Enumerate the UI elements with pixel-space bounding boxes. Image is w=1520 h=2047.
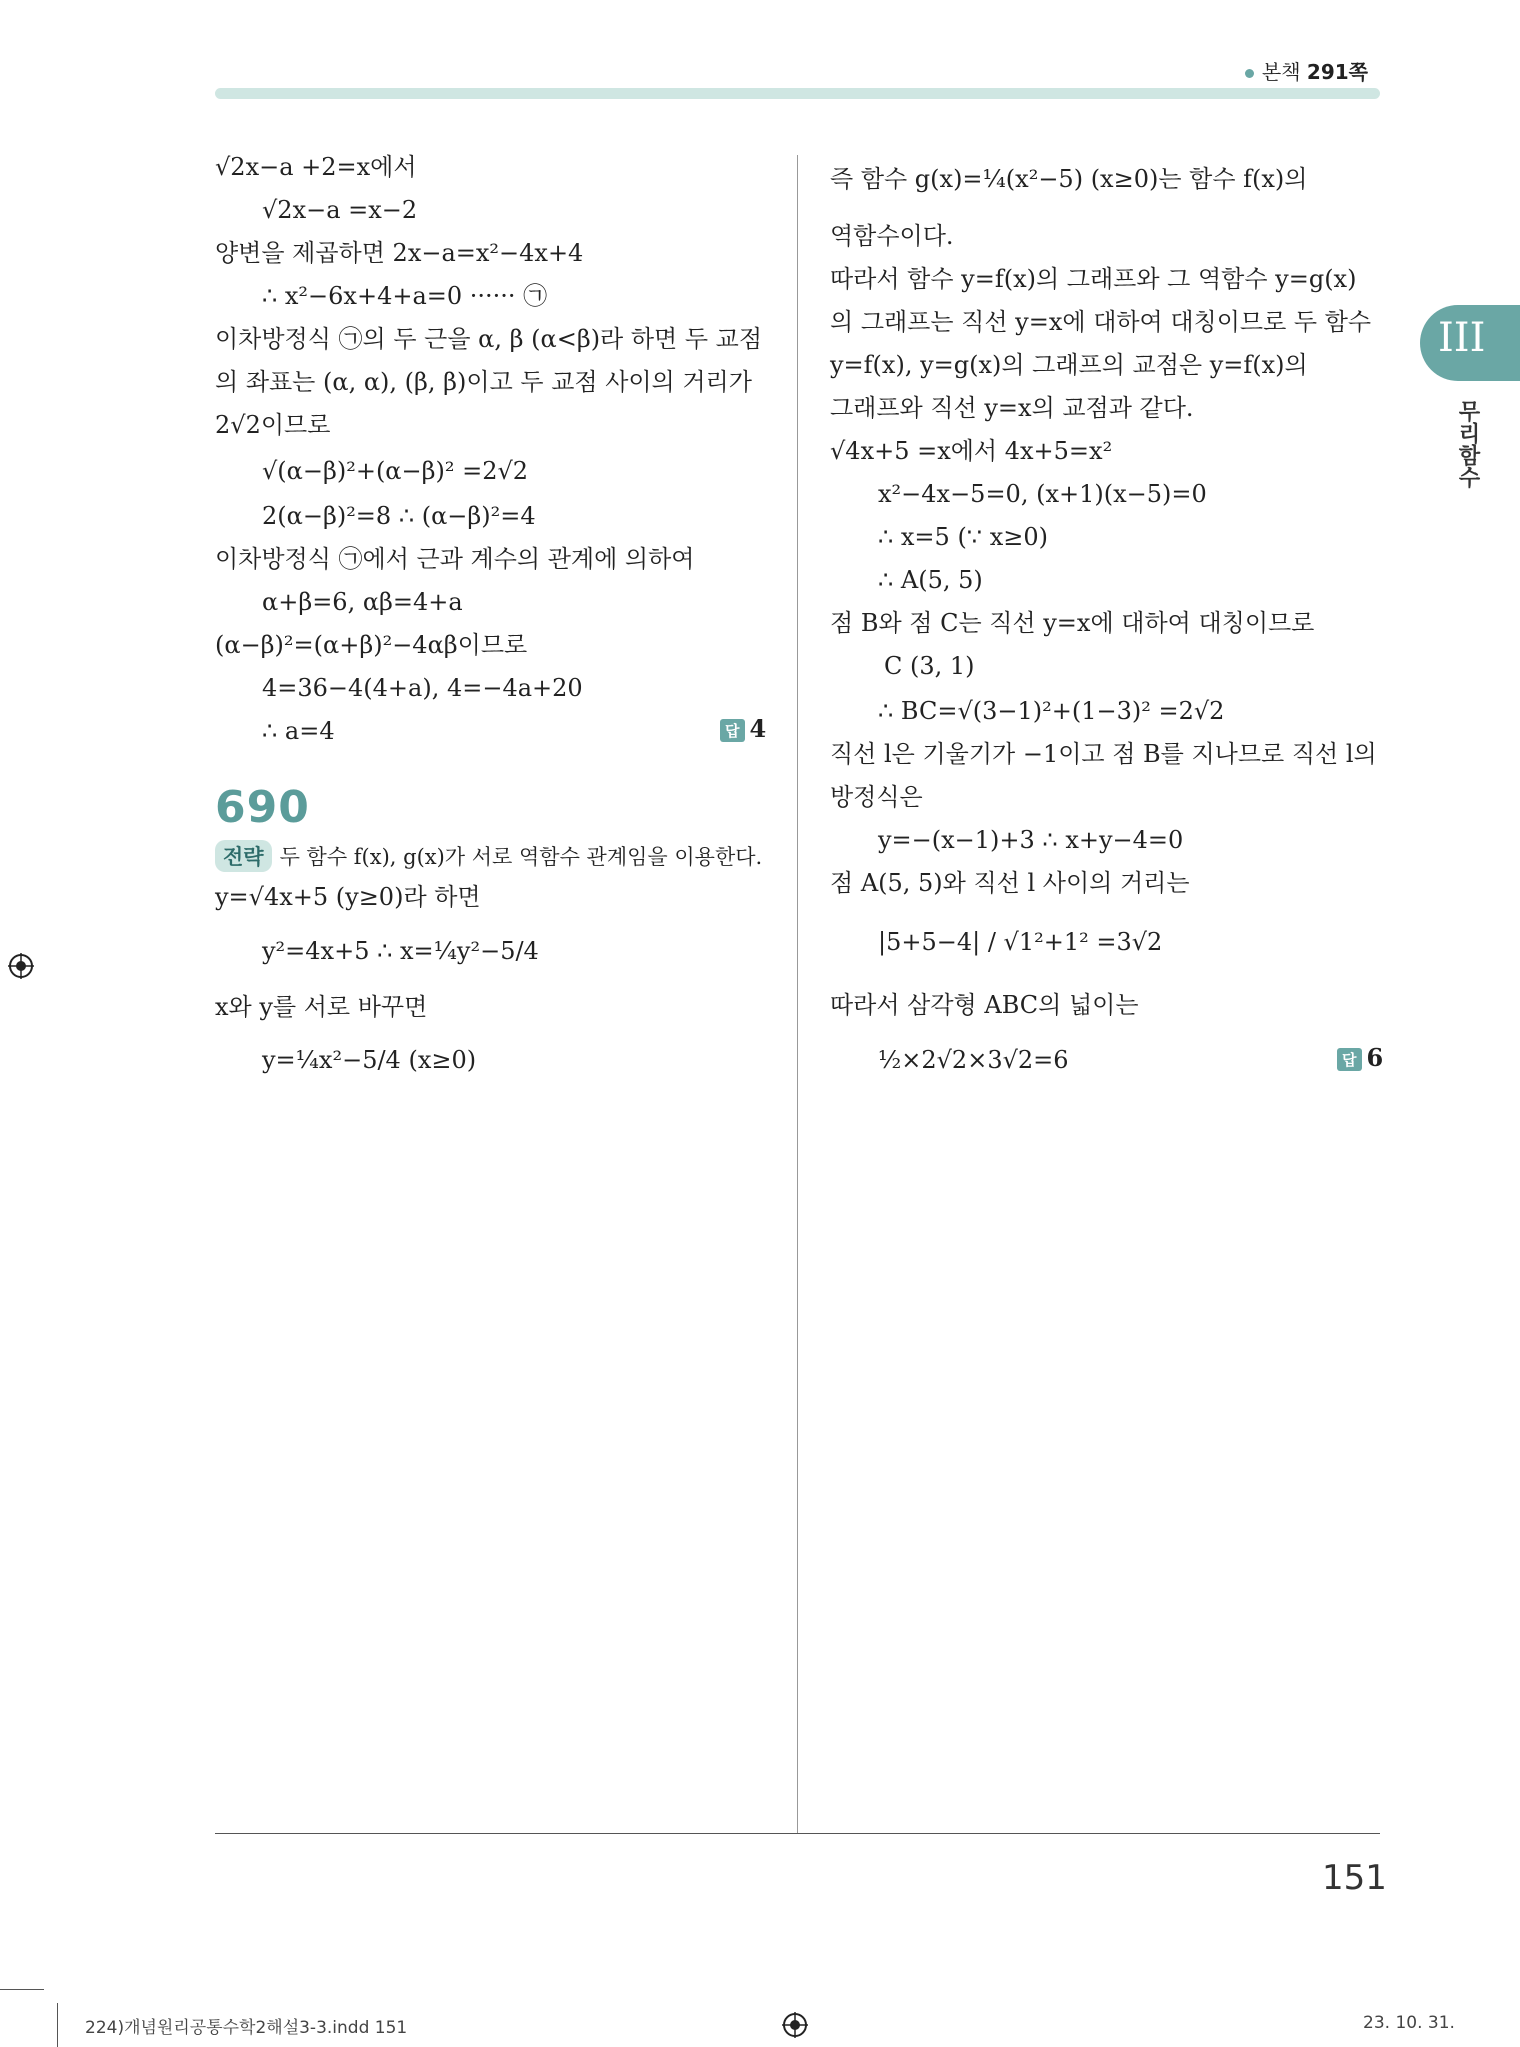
solution-line: 이차방정식 ㉠의 두 근을 α, β (α<β)라 하면 두 교점 bbox=[215, 325, 763, 353]
column-divider bbox=[797, 155, 798, 1833]
solution-line: √(α−β)²+(α−β)² =2√2 bbox=[262, 457, 529, 485]
crop-mark bbox=[0, 1989, 44, 1990]
strategy-tag: 전략 bbox=[215, 840, 272, 872]
solution-line: y=−(x−1)+3 ∴ x+y−4=0 bbox=[878, 826, 1184, 854]
strategy-text: 두 함수 f(x), g(x)가 서로 역함수 관계임을 이용한다. bbox=[279, 845, 763, 869]
solution-line: 따라서 함수 y=f(x)의 그래프와 그 역함수 y=g(x) bbox=[830, 265, 1357, 293]
solution-line: 역함수이다. bbox=[830, 222, 954, 250]
solution-line: x²−4x−5=0, (x+1)(x−5)=0 bbox=[878, 480, 1207, 508]
solution-line: α+β=6, αβ=4+a bbox=[262, 588, 463, 616]
solution-line: 이차방정식 ㉠에서 근과 계수의 관계에 의하여 bbox=[215, 545, 695, 573]
answer-value: 4 bbox=[749, 714, 767, 743]
solution-line: ∴ BC=√(3−1)²+(1−3)² =2√2 bbox=[878, 697, 1225, 725]
solution-line: |5+5−4| / √1²+1² =3√2 bbox=[878, 928, 1163, 956]
solution-line: √2x−a +2=x에서 bbox=[215, 153, 417, 181]
solution-line: y=√4x+5 (y≥0)라 하면 bbox=[215, 883, 481, 911]
chapter-numeral: III bbox=[1438, 315, 1486, 361]
solution-line: ∴ a=4 bbox=[262, 717, 335, 745]
bullet-dot-icon bbox=[1245, 69, 1254, 78]
answer-tag: 답 bbox=[720, 719, 745, 742]
strategy-line bbox=[215, 840, 762, 872]
solution-line: 2(α−β)²=8 ∴ (α−β)²=4 bbox=[262, 502, 536, 530]
footer-date: 23. 10. 31. bbox=[1363, 2013, 1455, 2033]
answer-box bbox=[720, 714, 766, 743]
solution-line: 직선 l은 기울기가 −1이고 점 B를 지나므로 직선 l의 bbox=[830, 740, 1377, 768]
solution-line: 의 그래프는 직선 y=x에 대하여 대칭이므로 두 함수 bbox=[830, 308, 1372, 336]
bottom-rule bbox=[215, 1833, 1380, 1834]
answer-value: 6 bbox=[1366, 1043, 1384, 1072]
solution-line: ½×2√2×3√2=6 bbox=[878, 1046, 1069, 1074]
reference-page: 291쪽 bbox=[1306, 60, 1368, 84]
footer-file-info: 224)개념원리공통수학2해설3-3.indd 151 bbox=[85, 2018, 408, 2038]
solution-line: ∴ x²−6x+4+a=0 ······ ㉠ bbox=[262, 282, 548, 310]
solution-line: 따라서 삼각형 ABC의 넓이는 bbox=[830, 991, 1139, 1019]
solution-line: ∴ x=5 (∵ x≥0) bbox=[878, 523, 1048, 551]
answer-box bbox=[1337, 1043, 1383, 1072]
solution-line: √4x+5 =x에서 4x+5=x² bbox=[830, 437, 1113, 465]
problem-number: 690 bbox=[215, 782, 310, 833]
header-bar bbox=[215, 88, 1380, 99]
solution-line: 점 B와 점 C는 직선 y=x에 대하여 대칭이므로 bbox=[830, 609, 1315, 637]
crop-mark bbox=[57, 2003, 58, 2047]
solution-line: y=¼x²−5/4 (x≥0) bbox=[262, 1046, 477, 1074]
solution-line: 그래프와 직선 y=x의 교점과 같다. bbox=[830, 394, 1194, 422]
solution-line: √2x−a =x−2 bbox=[262, 196, 418, 224]
solution-line: 4=36−4(4+a), 4=−4a+20 bbox=[262, 674, 583, 702]
solution-line: 양변을 제곱하면 2x−a=x²−4x+4 bbox=[215, 239, 584, 267]
solution-line: y=f(x), y=g(x)의 그래프의 교점은 y=f(x)의 bbox=[830, 351, 1308, 379]
solution-line: 의 좌표는 (α, α), (β, β)이고 두 교점 사이의 거리가 bbox=[215, 368, 752, 396]
solution-line: 즉 함수 g(x)=¼(x²−5) (x≥0)는 함수 f(x)의 bbox=[830, 165, 1308, 193]
solution-line: y²=4x+5 ∴ x=¼y²−5/4 bbox=[262, 937, 539, 965]
answer-tag: 답 bbox=[1337, 1048, 1362, 1071]
solution-line: 방정식은 bbox=[830, 783, 923, 811]
registration-mark-icon bbox=[8, 953, 34, 979]
solution-line: 점 A(5, 5)와 직선 l 사이의 거리는 bbox=[830, 869, 1190, 897]
solution-line: x와 y를 서로 바꾸면 bbox=[215, 993, 428, 1021]
book-reference bbox=[1245, 56, 1368, 85]
solution-line: (α−β)²=(α+β)²−4αβ이므로 bbox=[215, 631, 528, 659]
chapter-label: 무리함수 bbox=[1455, 400, 1480, 488]
solution-line: ∴ A(5, 5) bbox=[878, 566, 983, 594]
solution-line: 2√2이므로 bbox=[215, 411, 331, 439]
page-number: 151 bbox=[1322, 1858, 1387, 1898]
registration-mark-icon bbox=[782, 2012, 808, 2038]
reference-prefix: 본책 bbox=[1261, 60, 1301, 84]
solution-line: C (3, 1) bbox=[884, 652, 975, 680]
